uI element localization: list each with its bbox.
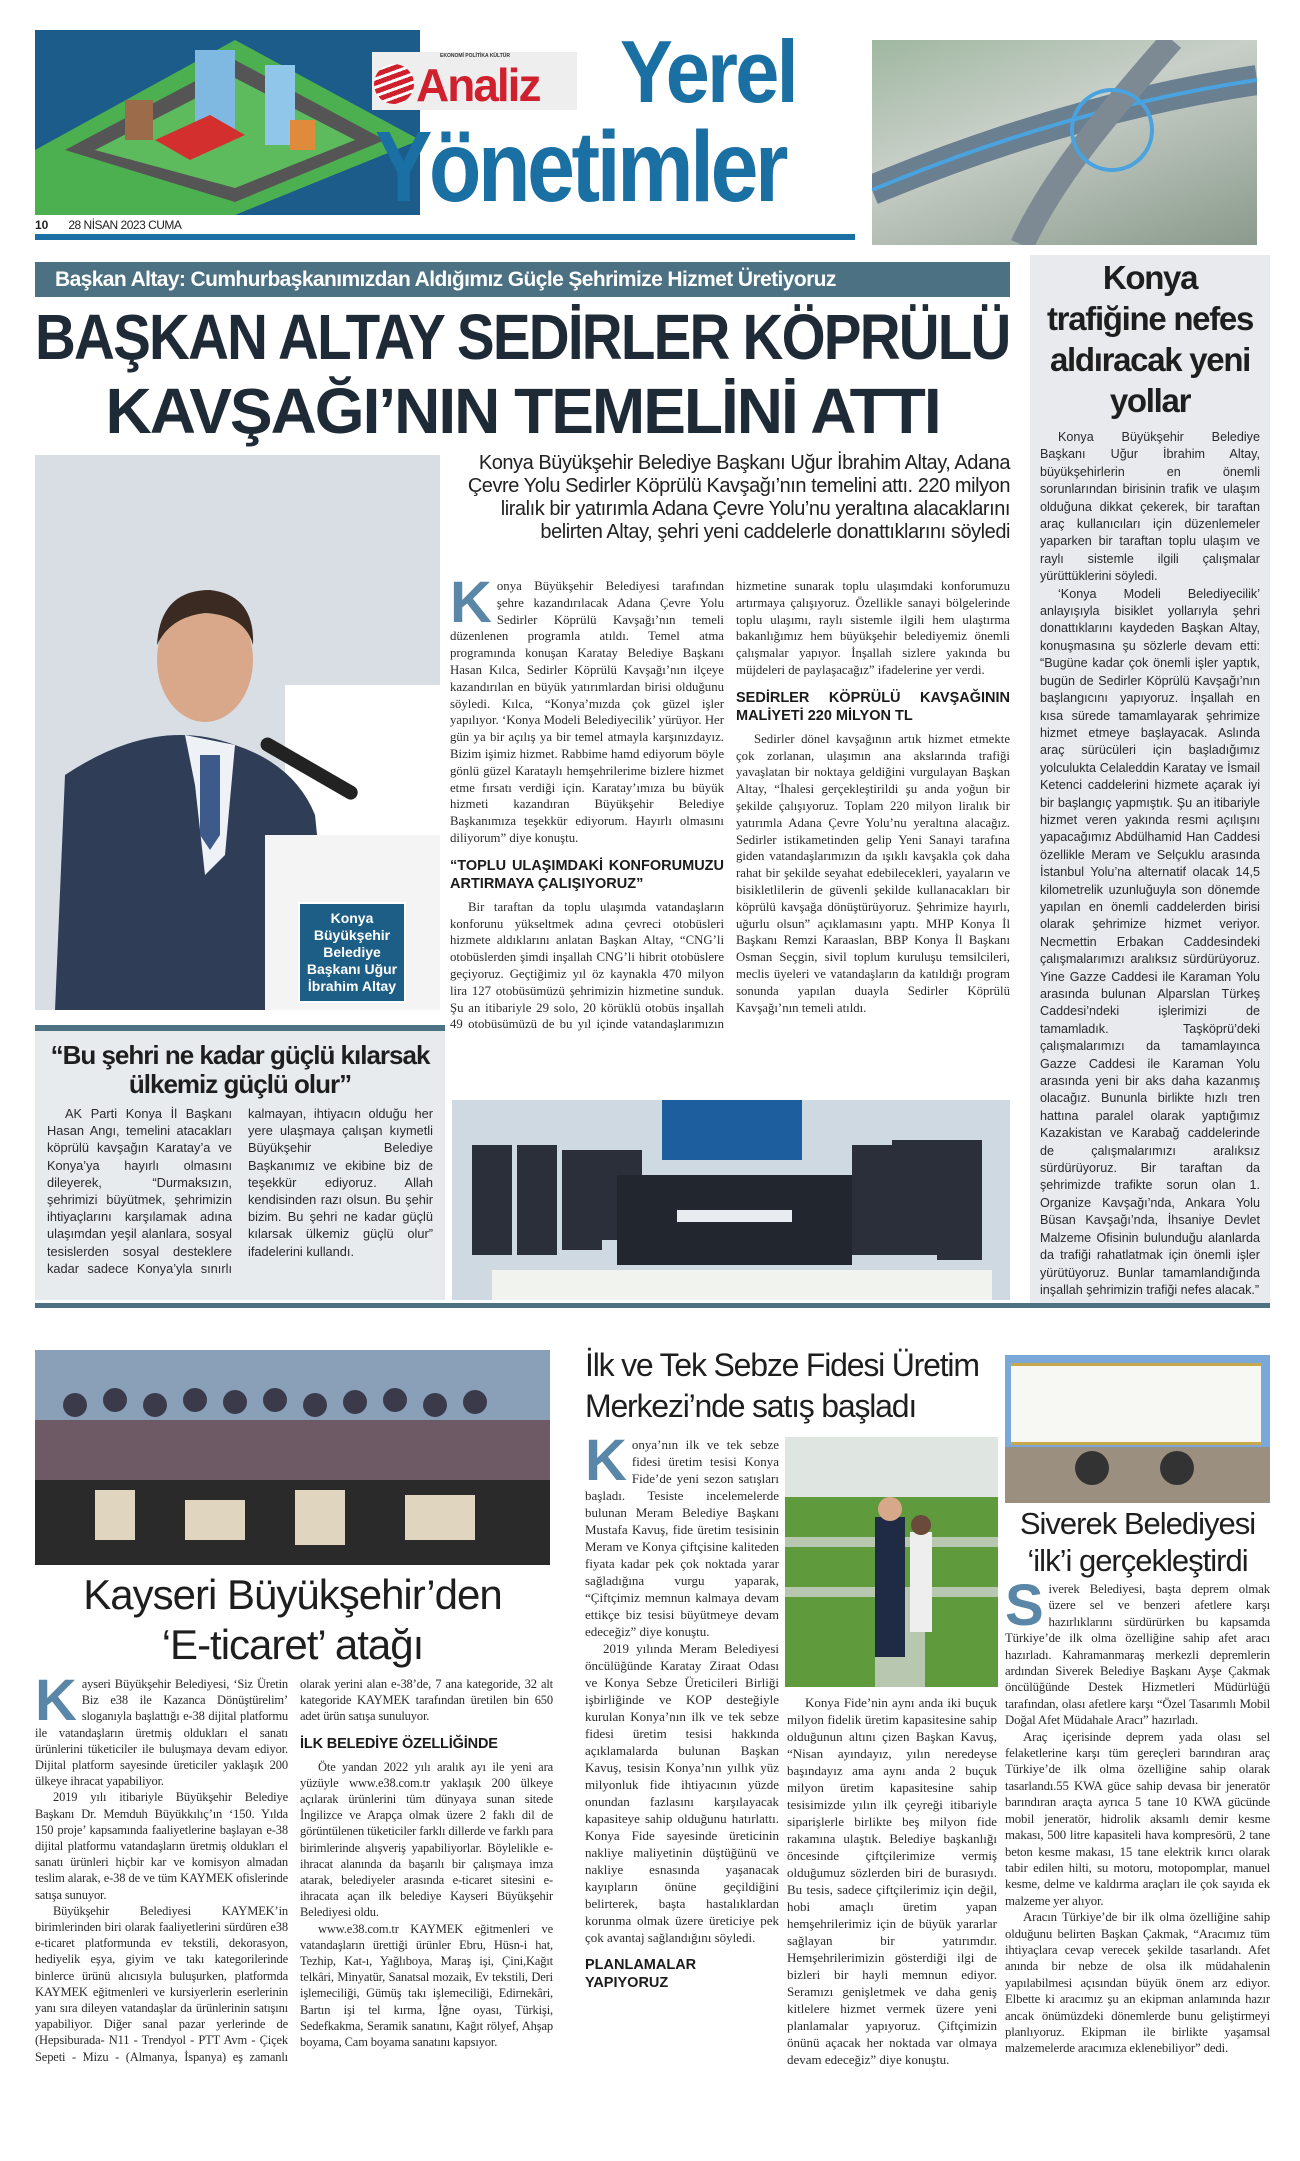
paragraph: Aracın Türkiye’de bir ilk olma özelliğine sahip olduğunu belirten Başkan Çakmak, “Aracımız tüm ihtiyaçlara cevap verecek şekilde tasarlandı. Afet anında bir nebze de olsa ilk müdahalenin yapılabilmesi açısından büyük önem arz ediyor. Elbette ki aracımız şu an ekipman anlamında hazır ancak önümüzdeki dönemlerde bunu geliştirmeyi planlıyoruz. Ekipman ile birlikte yaşamsal malzemelerde aracımıza eklenebiliyor” dedi.: [1005, 1910, 1270, 2056]
siverek-headline: Siverek Belediyesi ‘ilk’i gerçekleştirdi: [1019, 1506, 1256, 1578]
brand-logo: [372, 52, 577, 110]
section-title-line1: Yerel: [620, 22, 796, 121]
photo-caption: Konya Büyükşehir Belediye Başkanı Uğur İbrahim Altay: [298, 902, 406, 1003]
section-divider: [35, 1303, 1270, 1308]
city-illustration: [35, 30, 420, 215]
subheading: SEDİRLER KÖPRÜLÜ KAVŞAĞININ MALİYETİ 220 MİLYON TL: [736, 689, 1010, 724]
greenhouse-photo: [785, 1437, 998, 1687]
side-article: [1030, 255, 1270, 1303]
road-aerial-photo: [872, 40, 1257, 245]
paragraph: Konya Fide’nin aynı anda iki buçuk milyon fidelik üretim kapasitesine sahip olduğunun altını çizen Başkan Kavuş, “Nisan ayındayız, yılın neredeyse başındayız ama aynı anda 2 buçuk milyon üretim kapasitesine sahip tesisimizde yılın ilk çeyreği itibariyle siparişlerle birlikte beş milyon fide rakamına ulaştık. Belediye başkanlığı öncesinde çiftçilerimize vermiş olduğumuz sözlerden biri de burasıydı. Bu tesis, sadece çiftçilerimiz için değil, hobi amaçlı üretim yapan hemşehrilerimiz için de büyük yararlar sağlayan bir yatırımdır. Hemşehrilerimizin gösterdiği ilgi de bizleri bir hayli memnun ediyor. Seramızı genişletmek ve daha geniş kitlelere hizmet vermek üzere yeni planlamalar yapıyoruz. Çiftçimizin önünü açacak her noktada var olmaya devam edeceğiz” diye konuştu.: [787, 1695, 997, 2067]
main-article-body: [450, 570, 1010, 1033]
section-title-line2: Yönetimler: [375, 111, 786, 223]
brand-name: Analiz: [416, 59, 540, 111]
ceremony-photo: [452, 1100, 1010, 1300]
brand-tagline: EKONOMİ POLİTİKA KÜLTÜR: [440, 53, 510, 59]
paragraph: onya’nın ilk ve tek sebze fidesi üretim tesisi Konya Fide’de yeni sezon satışları başladı. Tesiste incelemelerde bulunan Meram Belediye Başkanı Mustafa Kavuş, fide üretim tesisinin Meram ve Konya çiftçisine kaliteden fiyata kadar pek çok noktada yarar sağladığına vurgu yaparak, “Çiftçimiz memnun kalmaya devam ettikçe biz tesisi büyütmeye devam edeceğiz” diye konuştu.: [585, 1437, 779, 1639]
subheading: İLK BELEDİYE ÖZELLİĞİNDE: [300, 1735, 498, 1752]
drop-cap: S: [1005, 1573, 1044, 1638]
issue-date: 28 NİSAN 2023 CUMA: [68, 218, 182, 232]
kayseri-body: [35, 1668, 553, 2065]
drop-cap: K: [450, 570, 492, 635]
quote-title: “Bu şehri ne kadar güçlü kılarsak ülkemiz güçlü olur”: [50, 1040, 430, 1099]
paragraph: ‘Konya Modeli Belediyecilik’ anlayışıyla bisiklet yollarıyla şehri donattıklarını kaydeden Başkan Altay, konuşmasına şu sözlerle devam etti: “Bugüne kadar çok önemli işler yaptık, bugün de Sedirler Köprülü Kavşağı’nın başlangıcını yapıyoruz. İnşallah en kısa sürede tamamlayarak şehrimize hizmet etmeye başlayacak. Aslında araç sürücüleri için başladığımız yolculukta Celaleddin Karatay ve İsmail Ketenci caddelerini hizmete açarak iyi bir başlangıç yapmıştık. Şu an itibariyle hizmet veren yakında resmi açılışını yapacağımız Abdülhamid Han Caddesi özellikle Meram ve Selçuklu arasında İstanbul Yolu’na alternatif olacak 14,5 kilometrelik uzunluğuyla son dönemde yapılan en önemli caddelerden birisi olarak şehrimize hizmet veriyor. Necmettin Erbakan Caddesindeki çalışmalarımızı aralıksız sürdürüyoruz. Yine Gazze Caddesi ile Karaman Yolu arasında bulunan Alparslan Türkeş Caddesi’ndeki işlerimizi de tamamladık. Taşköprü’deki çalışmalarımızı da tamamlayınca Gazze Caddesi ile Karaman Yolu arasında yeni bir aks daha kazanmış olacağız. Bununla birlikte hızlı tren hattına paralel olarak yaptığımız Kazakistan ve Karabağ caddelerinde de çalışmalarımızı aralıksız sürdürüyoruz. Bir taraftan da şehrimizde trafikte sorun olan 1. Organize Kavşağı’nda, Ankara Yolu Büsan Kavşağı’nda, İhsaniye Devlet Malzeme Ofisinin bulunduğu alanlarda da trafiği rahatlatmak için önemli işler yürütüyoruz. Bunlar tamamlandığında inşallah şehrimizin trafiği nefes alacak.”: [1040, 586, 1260, 1297]
subheading: “TOPLU ULAŞIMDAKİ KONFORUMUZU ARTIRMAYA ÇALIŞIYORUZ”: [450, 857, 724, 892]
sebze-body-continued: [787, 1694, 997, 2068]
drop-cap: K: [35, 1668, 77, 1733]
paragraph: Bir taraftan da toplu ulaşımda vatandaşların konforunu yükseltmek adına çevreci otobüsleri hizmete aldıklarını anlatan Başkan Altay, “CNG’li otobüslerden şimdi inşallah CNG’li hibrit otobüslere geçiyoruz. Geçtiğimiz yıl öz kaynakla 470 milyon lira 127 otobüsümüzü şehrimizin hizmetine sunduk. Şu an itibariyle 29 solo, 20 körüklü otobüs inşallah 49 otobüsümüzü de bu yıl içinde vatandaşlarımızın hizmetine sunarak toplu ulaşımdaki konforumuzu artırmaya çalışıyoruz. Özellikle sanayi bölgelerinde toplu ulaşımı, raylı sistemle ilgili hem ulaştırma bakanlığımız hem büyükşehir belediyemiz önemli çalışmalar yapıyor. İnşallah sizlere yakında bu müjdeleri de paylaşacağız” ifadelerine yer verdi.: [450, 579, 1010, 1032]
brand-globe-icon: [374, 64, 414, 104]
paragraph: 2019 yılında Meram Belediyesi öncülüğünde Karatay Ziraat Odası ve Konya Sebze Üreticileri Birliği işbirliğinde ve KOP desteğiyle kurulan Konya’nın ilk ve tek sebze fidesi üretim tesisi hakkında açıklamalarda bulunan Başkan Kavuş, tesisin Konya’nın yıllık yüz milyonluk fide ihtiyacının yüzde onundan fazlasını karşılayacak kapasiteye sahip olduğunu hatırlattı. Konya Fide sayesinde üreticinin nakliye maliyetinin düştüğünü ve nakliye esnasında yaşanacak kayıpların önüne geçildiğini belirterek, başta hastalıklardan korunma olmak üzere üreticiye pek çok avantaj sağlandığını söyledi.: [585, 1641, 779, 1945]
lead-paragraph: Konya Büyükşehir Belediye Başkanı Uğur İbrahim Altay, Adana Çevre Yolu Sedirler Köprülü Kavşağı’nın temelini attı. 220 milyon liralık bir yatırımla Adana Çevre Yolu’nu yeraltına alacaklarını belirten Altay, şehri yeni caddelerle donattıklarını söyledi: [467, 452, 1010, 543]
paragraph: Konya Büyükşehir Belediye Başkanı Uğur İbrahim Altay, büyükşehirlerin en önemli sorunlarından birisinin trafik ve ulaşım olduğuna dikkat çekerek, bir taraftan araç kullanıcıları için düzenlemeler yaparken bir taraftan toplu ulaşım ve raylı sistemle ilgili çalışmalar yürüttüklerini söyledi.: [1040, 430, 1260, 584]
paragraph: iverek Belediyesi, başta deprem olmak üzere sel ve benzeri afetlere karşı hazırlıklarını sürdürürken bu kapsamda Türkiye’de ilk olma özelliğine sahip afet aracı hazırladı. Kahramanmaraş merkezli depremlerin ardından Siverek Belediye Başkanı Ayşe Çakmak öncülüğünde Destek Hizmetleri Müdürlüğü tarafından, olası afetlere karşı “Özel Tasarımlı Mobil Doğal Afet Müdahale Aracı” hazırladı.: [1005, 1582, 1270, 1728]
paragraph: Büyükşehir Belediyesi KAYMEK’in birimlerinden biri olarak faaliyetlerini sürdüren e38 e-ticaret platformunda ev tekstili, dekorasyon, hediyelik eşya, giyim ve takı kategorilerinde binlerce ürünü alıcısıyla buluşurken, platformda KAYMEK eğitmenleri ve kursiyerlerin eserlerinin yanı sıra dileyen vatandaşlar da ürünlerinin satışını yapabiliyor. Diğer sanal pazar yerlerinde de (Hepsiburada- N11 - Trendyol - PTT Avm - Çiçek Sepeti - Mizu - (Almanya, İspanya) eş zamanlı olarak yerini alan e-38’de, 7 ana kategoride, 32 alt kategoride KAYMEK tarafından üretilen bin 650 adet ürün satışa sunuluyor.: [35, 1677, 553, 2064]
headline-line2: KAVŞAĞI’NIN TEMELİNİ ATTI: [105, 375, 940, 447]
paragraph: onya Büyükşehir Belediyesi tarafından şehre kazandırılacak Adana Çevre Yolu Sedirler Köprülü Kavşağı’nın temeli düzenlenen programla atıldı. Temel atma programında konuşan Karatay Belediye Başkanı Hasan Kılca, Sedirler Köprülü Kavşağı’nın ilçeye kazandırılan en büyük yatırımlardan birisi olduğunu söyledi. Kılca, “Konya’mızda çok güzel işler yapılıyor. ‘Konya Modeli Belediyecilik’ yürüyor. Her gün ya bir açılış ya bir temel atmayla karşınızdayız. Bizim işimiz hizmet. Rabbime hamd ediyorum böyle gönlü güzel Karataylı hemşehrilerime bizlere hizmet etme fırsatı verdiği için. Karatay’ımıza bu büyük hizmeti kazandıran Büyükşehir Belediye Başkanımıza teşekkür ediyorum. Hayırlı olmasını diliyorum” diye konuştu.: [450, 579, 724, 845]
drop-cap: K: [585, 1428, 627, 1493]
sebze-headline: İlk ve Tek Sebze Fidesi Üretim Merkezi’nde satış başladı: [585, 1347, 979, 1424]
date-bar: [35, 216, 855, 240]
subheading: PLANLAMALAR YAPIYORUZ: [585, 1957, 697, 1991]
quote-box: [35, 1025, 445, 1300]
headline: [35, 300, 1010, 450]
siverek-body: [1005, 1573, 1270, 2057]
mayor-portrait-photo: [35, 455, 440, 1010]
quote-text: AK Parti Konya İl Başkanı Hasan Angı, temelini atacakları köprülü kavşağın Karatay’a ve Konya’ya hayırlı olmasını dileyerek, “Durmaksızın, şehrimizi büyütmek, şehrimizin ihtiyaçlarını karşılamak adına ulaşımdan yeşil alanlara, sosyal tesislerden sosyal desteklere kadar sadece Konya’yla sınırlı kalmayan, ihtiyacın olduğu her yere ulaşmaya çalışan kıymetli Büyükşehir Belediye Başkanımız ve ekibine biz de teşekkür ediyoruz. Allah kendisinden razı olsun. Bu şehir bizim. Bu şehri ne kadar güçlü kılarsak ülkemiz güçlü olur” ifadelerini kullandı.: [47, 1106, 433, 1276]
kayseri-exhibition-photo: [35, 1350, 550, 1565]
paragraph: Öte yandan 2022 yılı aralık ayı ile yeni ara yüzüyle www.e38.com.tr yaklaşık 200 ülkeye açılarak ürünlerini tüm dünyaya sunan sitede İngilizce ve Arapça olmak üzere 2 faklı dil de görüntülenen tüketiciler farklı dillerde ve farklı para birimlerinde alışveriş yapabiliyorlar. Böylelikle e-ihracat alanında da başarılı bir çalışmaya imza atarak, belediyeler arasında e-ticaret sitesini e-ihracata açan ilk belediye Kayseri Büyükşehir Belediyesi oldu.: [300, 1759, 553, 1920]
page-number: 10: [35, 218, 49, 232]
paragraph: 2019 yılı itibariyle Büyükşehir Belediye Başkanı Dr. Memduh Büyükkılıç’ın ‘150. Yılda 150 proje’ kapsamında faaliyetlerine başlayan e-38 dijital platformu vatandaşların üretmiş oldukları el sanatı ürünleri hiçbir kar ve komisyon almadan teslim alarak, e-38 de ve tüm KAYMEK ofislerinde satışa sunuyor.: [35, 1790, 288, 1902]
paragraph: Sedirler dönel kavşağının artık hizmet etmekte çok zorlanan, ulaşımın ana akslarında trafiği yavaşlatan bir noktaya geldiğini vurgulayan Başkan Altay, “İhalesi gerçekleştirildi şu anda yoğun bir şekilde çalışıyoruz. Toplam 220 milyon liralık bir yatırımla Adana Çevre Yolu’nu yeraltına alacağız. Sedirler istikametinden gelip Yeni Sanayi tarafına giden vatandaşlarımızın da ışıklı kavşakla çok daha rahat bir şekilde seyahat edebilecekleri, yayaların ve bisikletlilerin de güvenli şekilde kullanacakları bir köprülü kavşağa dönüştürüyoruz. Şehrimize hayırlı, uğurlu olsun” açıklamasını yaptı. MHP Konya İl Başkanı Remzi Karaaslan, BBP Konya İl Başkanı Osman Seçgin, sivil toplum kuruluşu temsilcileri, meclis üyeleri ve vatandaşların da katıldığı program sonunda yapılan duayla Sedirler Köprülü Kavşağı’nın temeli atıldı.: [736, 731, 1010, 1015]
paragraph: Araç içerisinde deprem yada olası sel felaketlerine karşı tüm gereçleri barındıran araç Türkiye’de ilk olma özelliğine sahip olarak tasarlandı.55 KWA güce sahip devasa bir jeneratör barındıran araçta ayrıca 5 tane 10 KWA gücünde mobil jeneratör, hidrolik aksamlı demir kesme makası, 500 litre kapasiteli hava kompresörü, 2 tane beton kesme makası, 15 tane elektrik kırıcı olarak tabir edilen hilti, su motoru, motopomplar, manuel kesme, delme ve kaldırma araçları ile çok sayıda ek malzeme yer alıyor.: [1005, 1729, 1270, 1908]
kicker-text: Başkan Altay: Cumhurbaşkanımızdan Aldığımız Güçle Şehrimize Hizmet Üretiyoruz: [55, 268, 836, 291]
kayseri-headline: Kayseri Büyükşehir’den ‘E-ticaret’ atağı: [83, 1571, 502, 1668]
kicker-bar: [35, 262, 1010, 297]
disaster-truck-photo: [1005, 1355, 1270, 1503]
side-article-title: Konya trafiğine nefes aldıracak yeni yollar: [1046, 259, 1254, 419]
paragraph: www.e38.com.tr KAYMEK eğitmenleri ve vatandaşların ürettiği ürünler Ebru, Hüsn-i hat, Tezhip, Kat-ı, Yağlıboya, Maraş işi, Çini,Kağıt telkâri, Minyatür, Sanatsal mozaik, Ev tekstili, Deri işlemeciliği, Gümüş takı işlemeciliği, Edirnekâri, Bartın işi tel kırma, İğne oyası, Türkişi, Sedefkakma, Seramik sanatını, Kağıt rölyef, Ahşap boyama, Cam boyama sanatını kapsıyor.: [300, 1921, 553, 2050]
paragraph: ayseri Büyükşehir Belediyesi, ‘Siz Üretin Biz e38 ile Kazanca Dönüştürelim’ sloganıyla başlattığı e-38 dijital platformu ile vatandaşların üretmiş oldukları el sanatı ürünlerini tüketiciler ile buluşmaya devam ediyor. Dijital platform sayesinde üreticiler yaklaşık 200 ülkeye ihracat yapabiliyor.: [35, 1677, 288, 1789]
headline-line1: BAŞKAN ALTAY SEDİRLER KÖPRÜLÜ: [35, 301, 1010, 373]
sebze-body: [585, 1428, 779, 1998]
